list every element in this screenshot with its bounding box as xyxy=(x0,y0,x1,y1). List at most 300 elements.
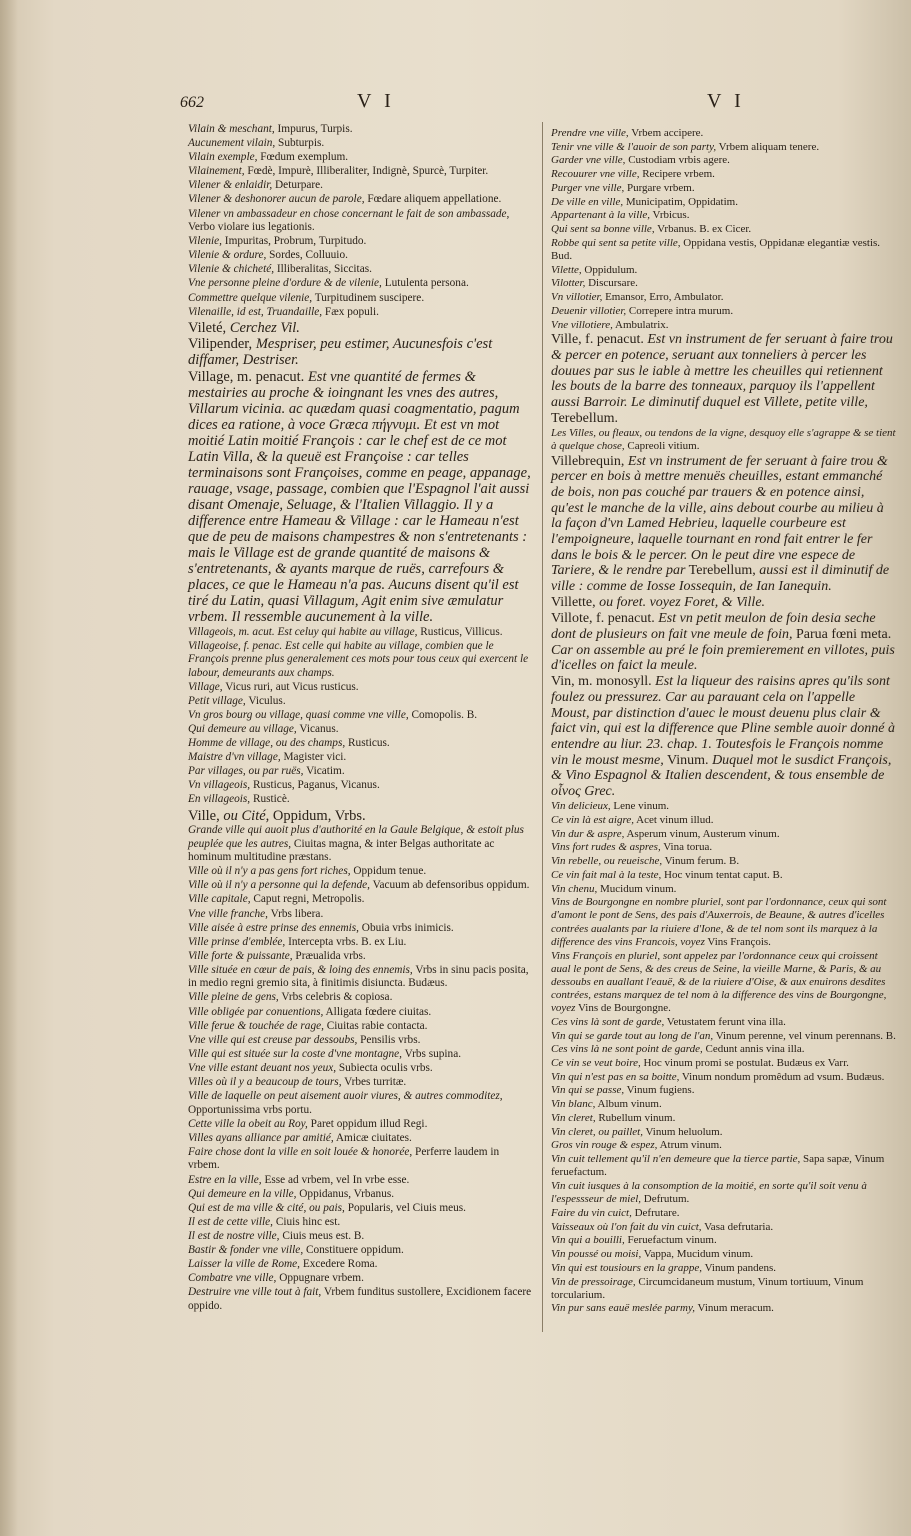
entry-french-text: Vilener vn ambassadeur en chose concernant le fait de son ambassade, xyxy=(188,207,510,220)
binding-gutter xyxy=(0,0,18,1536)
entry-latin-text: Vinum. xyxy=(663,752,713,768)
entry-french-text: Vilette, xyxy=(551,263,582,276)
dictionary-entry xyxy=(188,1230,533,1244)
dictionary-entry xyxy=(188,263,533,277)
entry-french-text: Vilenaille, id est, Truandaille, xyxy=(188,305,323,318)
dictionary-entry xyxy=(188,179,533,193)
dictionary-entry xyxy=(551,1276,896,1302)
entry-latin-text: Rusticus, Villicus. xyxy=(417,625,503,638)
entry-latin-text: Circumcidaneum mustum, Vinum tortiuum, Vinum torcularium. xyxy=(551,1275,864,1301)
dictionary-entry xyxy=(188,964,533,991)
entry-french-text: Car on assemble au pré le foin premierement en villotes, puis d'icelles on faict la meule. xyxy=(551,642,895,674)
dictionary-entry xyxy=(551,869,896,882)
dictionary-entry xyxy=(188,681,533,695)
entry-latin-text: Vappa, Mucidum vinum. xyxy=(641,1248,754,1261)
entry-french-text: Qui demeure au village, xyxy=(188,722,297,735)
entry-french-text: Commettre quelque vilenie, xyxy=(188,291,313,304)
dictionary-entry xyxy=(551,277,896,290)
page-header xyxy=(0,90,911,120)
entry-latin-text: Municipatim, Oppidatim. xyxy=(623,195,738,208)
entry-latin-text: Vrbem aliquam tenere. xyxy=(716,140,820,153)
entry-french-text: Vins de Bourgongne en nombre pluriel, sont par l'ordonnance, ceux qui sont d'amont le pont de Sens, des pais d'Auxerrois, de Beaune, & autres d'icelles contrées aualants par la riuiere d'Ione, & de tel nom sont ils marquez à la difference des vins Francois, voyez xyxy=(551,896,887,948)
dictionary-entry xyxy=(551,1207,896,1220)
entry-latin-text: Magister vici. xyxy=(280,751,347,764)
entry-french-text: Laisser la ville de Rome, xyxy=(188,1258,301,1271)
dictionary-entry xyxy=(551,611,896,674)
entry-french-text: Cette ville la obeit au Roy, xyxy=(188,1117,308,1130)
entry-french-text: Qui demeure en la ville, xyxy=(188,1187,297,1200)
entry-french-text: Est vn instrument de fer seruant à faire trou & percer en bois à mettre menuës cheuilles, estant emmanché de bois, non pas couché par trauers & en potence ainsi, qu'est le manche de la ville, ains debout courbe au milieu à la façon d'vn Lamed Hebrieu, laquelle courbeure est l'empoigneure, laquelle tournant en rond fait entrer le fer dans le bois & le percer. On le peut dire vne espece de Tariere, & le rendre par xyxy=(551,453,888,579)
entry-latin-text: Mucidum vinum. xyxy=(597,882,677,895)
entry-latin-text: Vin, m. monosyll. xyxy=(551,674,656,690)
entry-latin-text: Subturpis. xyxy=(275,137,325,150)
entry-french-text: Vilain exemple, xyxy=(188,151,258,164)
dictionary-entry xyxy=(551,427,896,453)
entry-french-text: Ce vin là est aigre, xyxy=(551,813,634,826)
entry-french-text: Villes ayans alliance par amitié, xyxy=(188,1131,334,1144)
entry-french-text: Est vn petit meulon de foin desia seche dont de plusieurs on fait vne meule de foin, xyxy=(551,611,876,642)
entry-latin-text: Ville, xyxy=(188,807,224,824)
entry-french-text: Vne ville franche, xyxy=(188,907,268,920)
entry-latin-text: Impurus, Turpis. xyxy=(274,123,353,135)
entry-latin-text: Oppidulum. xyxy=(581,263,638,276)
entry-french-text: Vin blanc, xyxy=(551,1098,596,1111)
entry-latin-text: Recipere vrbem. xyxy=(639,168,715,181)
entry-french-text: Duquel mot le susdict François, & Vino Espagnol & Italien descendent, & tous ensemble de οἶνος Grec. xyxy=(551,752,892,799)
entry-latin-text: Perferre laudem in vrbem. xyxy=(188,1145,500,1172)
entry-latin-text: Vilipender, xyxy=(188,336,256,353)
dictionary-entry xyxy=(188,1132,533,1146)
dictionary-entry xyxy=(188,824,533,865)
entry-french-text: Vilotter, xyxy=(551,277,586,290)
entry-latin-text: Præualida vrbs. xyxy=(292,949,366,962)
dictionary-entry xyxy=(551,209,896,222)
dictionary-entry xyxy=(188,1062,533,1076)
dictionary-entry xyxy=(188,879,533,893)
dictionary-entry xyxy=(188,1272,533,1286)
dictionary-entry xyxy=(551,319,896,332)
entry-latin-text: Vinum nondum promêdum ad vsum. Budæus. xyxy=(679,1070,885,1083)
dictionary-entry xyxy=(551,1030,896,1043)
entry-latin-text: Caput regni, Metropolis. xyxy=(250,893,365,906)
dictionary-entry xyxy=(188,1174,533,1188)
dictionary-entry xyxy=(551,814,896,827)
dictionary-entry xyxy=(188,1244,533,1258)
entry-latin-text: Ciuis hinc est. xyxy=(273,1215,341,1228)
entry-latin-text: Rusticè. xyxy=(250,793,290,806)
entry-french-text: Deuenir villotier, xyxy=(551,304,627,317)
dictionary-entry xyxy=(188,123,533,137)
entry-latin-text: Obuia vrbs inimicis. xyxy=(358,921,454,934)
dictionary-entry xyxy=(551,595,896,611)
entry-french-text: ou Cité, xyxy=(223,807,270,824)
dictionary-entry xyxy=(551,182,896,195)
dictionary-entry xyxy=(551,264,896,277)
entry-latin-text: Impuritas, Probrum, Turpitudo. xyxy=(221,235,367,248)
entry-latin-text: Vinum ferum. B. xyxy=(662,855,740,868)
entry-french-text: Ville forte & puissante, xyxy=(188,949,293,962)
entry-french-text: Vin de pressoirage, xyxy=(551,1275,636,1288)
entry-latin-text: Vasa defrutaria. xyxy=(701,1220,774,1233)
entry-latin-text: Oppidum, Vrbs. xyxy=(269,807,366,824)
entry-french-text: Ville située en cœur de pais, & loing des ennemis, xyxy=(188,963,413,976)
entry-latin-text: Fæx populi. xyxy=(322,305,379,318)
dictionary-entry xyxy=(188,1146,533,1173)
dictionary-entry xyxy=(188,1118,533,1132)
dictionary-entry xyxy=(551,291,896,304)
dictionary-entry xyxy=(188,765,533,779)
entry-latin-text: Emansor, Erro, Ambulator. xyxy=(602,291,724,304)
entry-french-text: Vin rebelle, ou reueische, xyxy=(551,855,663,868)
entry-french-text: Destruire vne ville tout à fait, xyxy=(188,1286,322,1299)
entry-french-text: Vilenie & chicheté, xyxy=(188,263,275,276)
entry-french-text: Vn villageois, xyxy=(188,779,251,792)
dictionary-entry xyxy=(551,1057,896,1070)
entry-french-text: Ville qui est située sur la coste d'vne montagne, xyxy=(188,1047,402,1060)
entry-latin-text: Oppugnare vrbem. xyxy=(276,1272,364,1285)
entry-french-text: Ville ferue & touchée de rage, xyxy=(188,1019,324,1032)
entry-french-text: Tenir vne ville & l'auoir de son party, xyxy=(551,140,717,153)
dictionary-entry xyxy=(551,305,896,318)
dictionary-entry xyxy=(188,137,533,151)
dictionary-entry xyxy=(551,1302,896,1315)
entry-latin-text: Hoc vinum promi se postulat. Budæus ex Varr. xyxy=(640,1057,849,1069)
entry-french-text: Recouurer vne ville, xyxy=(551,168,640,181)
dictionary-entry xyxy=(551,950,896,1016)
dictionary-entry xyxy=(188,640,533,681)
dictionary-entry xyxy=(551,1016,896,1029)
entry-latin-text: Subiecta oculis vrbs. xyxy=(336,1061,433,1074)
entry-french-text: Vne villotiere, xyxy=(551,318,613,331)
entry-latin-text: Atrum vinum. xyxy=(657,1139,722,1152)
dictionary-entry xyxy=(188,793,533,807)
entry-latin-text: Asperum vinum, Austerum vinum. xyxy=(624,827,780,840)
entry-latin-text: Cedunt annis vina illa. xyxy=(702,1043,805,1056)
entry-latin-text: Vinum meracum. xyxy=(695,1302,774,1315)
entry-french-text: ou foret. voyez Foret, & Ville. xyxy=(599,595,766,611)
entry-french-text: Vilener & enlaidir, xyxy=(188,179,273,192)
entry-french-text: Villes où il y a beaucoup de tours, xyxy=(188,1076,342,1089)
entry-latin-text: Rusticus. xyxy=(345,737,390,750)
entry-french-text: Village, xyxy=(188,680,223,693)
entry-french-text: Ces vins là sont de garde, xyxy=(551,1015,665,1028)
entry-latin-text: Feruefactum vinum. xyxy=(624,1234,717,1247)
dictionary-entry xyxy=(188,950,533,964)
entry-latin-text: Vinum fugiens. xyxy=(624,1084,695,1097)
dictionary-entry xyxy=(188,1202,533,1216)
entry-latin-text: Vrbanus. B. ex Cicer. xyxy=(654,223,752,236)
dictionary-entry xyxy=(188,292,533,306)
entry-french-text: Vin cleret, xyxy=(551,1111,596,1124)
entry-latin-text: Vicanus. xyxy=(296,722,339,735)
entry-french-text: Ville où il n'y a personne qui la defende, xyxy=(188,879,370,892)
dictionary-entry xyxy=(551,196,896,209)
entry-french-text: Vilain & meschant, xyxy=(188,123,275,135)
entry-latin-text: Ville, f. penacut. xyxy=(551,332,648,348)
entry-french-text: Vin delicieux, xyxy=(551,800,611,813)
dictionary-entry xyxy=(188,865,533,879)
entry-latin-text: Vrbem funditus sustollere, Excidionem facere oppido. xyxy=(188,1286,532,1312)
entry-french-text: Ville pleine de gens, xyxy=(188,991,279,1004)
entry-french-text: Vin pur sans eauë meslée parmy, xyxy=(551,1302,695,1315)
dictionary-entry xyxy=(188,695,533,709)
entry-french-text: Gros vin rouge & espez, xyxy=(551,1139,658,1152)
entry-latin-text: Pensilis vrbs. xyxy=(357,1033,421,1046)
entry-french-text: Aucunement vilain, xyxy=(188,137,276,150)
entry-latin-text: Vina torua. xyxy=(660,841,713,854)
entry-french-text: Est la liqueur des raisins apres qu'ils sont foulez ou pressurez. Car au parauant cela on l'appelle Moust, par distinction d'auec le moust deuenu plus clair & faict vin, qui est la difference que Pline semble auoir donné à entendre au liur. 23. chap. 1. Toutesfois le François nomme vin le moust mesme, xyxy=(551,674,895,768)
dictionary-entry xyxy=(551,223,896,236)
entry-french-text: Par villages, ou par ruës, xyxy=(188,765,304,778)
entry-latin-text: Vileté, xyxy=(188,319,230,336)
entry-french-text: Ville prinse d'emblée, xyxy=(188,935,286,948)
dictionary-entry xyxy=(551,454,896,595)
entry-latin-text: Vetustatem ferunt vina illa. xyxy=(664,1015,786,1028)
entry-french-text: Il est de cette ville, xyxy=(188,1215,273,1228)
dictionary-entry xyxy=(551,841,896,854)
entry-french-text: Ville où il n'y a pas gens fort riches, xyxy=(188,865,351,878)
entry-latin-text: Illiberalitas, Siccitas. xyxy=(274,263,372,276)
dictionary-entry xyxy=(551,674,896,799)
entry-french-text: Les Villes, ou fleaux, ou tendons de la vigne, desquoy elle s'agrappe & se tient à quelque chose, xyxy=(551,426,896,452)
dictionary-entry xyxy=(188,193,533,207)
entry-latin-text: Fœdè, Impurè, Illiberaliter, Indignè, Spurcè, Turpiter. xyxy=(244,165,489,178)
dictionary-entry xyxy=(551,896,896,949)
entry-french-text: Faire chose dont la ville en soit louée & honorée, xyxy=(188,1145,413,1158)
entry-french-text: Vilenie, xyxy=(188,235,222,248)
dictionary-entry xyxy=(188,1020,533,1034)
entry-latin-text: Vicus ruri, aut Vicus rusticus. xyxy=(222,680,359,693)
entry-latin-text: Turpitudinem suscipere. xyxy=(312,291,425,304)
dictionary-entry xyxy=(551,1248,896,1261)
dictionary-entry xyxy=(188,709,533,723)
entry-latin-text: Deturpare. xyxy=(272,179,324,192)
entry-french-text: Ville aisée à estre prinse des ennemis, xyxy=(188,921,359,934)
entry-latin-text: Ciuitas magna, & inter Belgas authoritate ac hominum multitudine præstans. xyxy=(188,837,495,864)
entry-french-text: Vin chenu, xyxy=(551,882,598,895)
dictionary-entry xyxy=(551,1043,896,1056)
dictionary-entry xyxy=(551,1139,896,1152)
entry-french-text: De ville en ville, xyxy=(551,195,624,208)
dictionary-entry xyxy=(188,1048,533,1062)
entry-french-text: Est vne quantité de fermes & mestairies au proche & ioingnant les vnes des autres, Villarum vicinia. ac quædam quasi coagmentatio, pagum dices ea ratione, à voce Græca πήγνυμι. Et est vn mot moitié Latin moitié François : car le chef est de ce mot Latin Villa, & la queuë est Françoise : car telles terminaisons sont Françoises, comme en peage, appanage, rauage, vsage, passage, combien que l'Espagnol l'ait aussi disant Omenaje, Seluage, & l'Italien Villaggio. Il y a difference entre Hameau & Village : car le Hameau n'est que de peu de maisons champestres & non s'entretenants : mais le Village est de grande quantité de maisons & s'entretenants, & ayants marque de ruës, carrefours & places, ce que le Hameau n'a pas. Aucuns disent qu'il est tiré du Latin, quasi Villagum, Agit enim sive æmulatur vrbem. Il ressemble aucunement à la ville. xyxy=(188,368,531,625)
dictionary-entry xyxy=(188,1216,533,1230)
entry-french-text: Vilenie & ordure, xyxy=(188,249,267,262)
dictionary-entry xyxy=(551,237,896,263)
entry-latin-text: Ambulatrix. xyxy=(612,318,669,331)
entry-latin-text: Defrutare. xyxy=(631,1206,680,1219)
entry-french-text: Villageois, m. acut. Est celuy qui habite au village, xyxy=(188,625,418,638)
entry-french-text: Vin qui est tousiours en la grappe, xyxy=(551,1261,703,1274)
entry-latin-text: Viculus. xyxy=(245,694,286,707)
entry-latin-text: Paret oppidum illud Regi. xyxy=(307,1117,428,1130)
dictionary-entry xyxy=(188,1258,533,1272)
dictionary-entry xyxy=(188,208,533,235)
entry-latin-text: Vrbem accipere. xyxy=(628,127,704,139)
entry-latin-text: Constituere oppidum. xyxy=(303,1243,404,1256)
entry-french-text: Ville obligée par conuentions, xyxy=(188,1005,324,1018)
entry-french-text: Homme de village, ou des champs, xyxy=(188,737,346,750)
entry-latin-text: Oppidana vestis, Oppidanæ elegantiæ vestis. Bud. xyxy=(551,236,881,263)
dictionary-entry xyxy=(551,828,896,841)
dictionary-entry xyxy=(188,1188,533,1202)
dictionary-entry xyxy=(188,235,533,249)
entry-french-text: Vne personne pleine d'ordure & de vilenie, xyxy=(188,277,382,290)
entry-french-text: Vins François en pluriel, sont appelez par l'ordonnance ceux qui croissent aual le pont de Sens, & des creus de Seine, la vieille Marne, & Paris, & au dessoubs en auallant l'eauë, & de la riuiere d'Oise, & aux enuirons desdites contrées, estans marquez de tel nom à la difference des vins de Bourgongne, voyez xyxy=(551,949,887,1015)
entry-latin-text: Excedere Roma. xyxy=(300,1258,378,1271)
entry-latin-text: Villebrequin, xyxy=(551,453,628,469)
entry-latin-text: Correpere intra murum. xyxy=(626,304,734,317)
entry-latin-text: Ciuitas rabie contacta. xyxy=(323,1019,428,1032)
entry-french-text: Vin cuit iusques à la consomption de la moitié, en sorte qu'il soit venu à l'espessseur de miel, xyxy=(551,1180,867,1206)
left-running-head: V I xyxy=(357,90,395,112)
dictionary-entry xyxy=(188,922,533,936)
entry-latin-text: Vrbes turritæ. xyxy=(341,1076,407,1089)
entry-latin-text: Villette, xyxy=(551,595,600,611)
entry-latin-text: Album vinum. xyxy=(595,1098,662,1111)
dictionary-entry xyxy=(551,154,896,167)
entry-french-text: Combatre vne ville, xyxy=(188,1272,277,1285)
entry-latin-text: Terebellum, xyxy=(685,563,760,579)
entry-french-text: Purger vne ville, xyxy=(551,181,625,194)
entry-french-text: Vin qui se garde tout au long de l'an, xyxy=(551,1029,714,1042)
entry-latin-text: Esse ad vrbem, vel In vrbe esse. xyxy=(261,1173,410,1186)
entry-latin-text: Sordes, Colluuio. xyxy=(266,249,348,262)
entry-french-text: Petit village, xyxy=(188,694,246,707)
entry-latin-text: Capreoli vitium. xyxy=(624,440,700,452)
entry-latin-text: Oppidanus, Vrbanus. xyxy=(296,1187,395,1200)
entry-french-text: Bastir & fonder vne ville, xyxy=(188,1243,304,1256)
entry-french-text: Qui sent sa bonne ville, xyxy=(551,223,655,236)
dictionary-entry xyxy=(188,320,533,336)
entry-french-text: Grande ville qui auoit plus d'authorité en la Gaule Belgique, & estoit plus peuplée que les autres, xyxy=(188,824,524,850)
entry-latin-text: Vrbicus. xyxy=(649,209,690,222)
dictionary-entry xyxy=(551,1221,896,1234)
dictionary-entry xyxy=(551,855,896,868)
dictionary-entry xyxy=(188,249,533,263)
entry-french-text: Est vn instrument de fer seruant à faire trou & percer en potence, seruant aux tonneliers à percer les douues par sus le iable à mettre les cheuilles qui retiennent les bouts de la barre des tonneaux, parquoy ils l'appellent aussi Barroir. Le diminutif duquel est Villete, petite ville, xyxy=(551,332,893,410)
dictionary-entry xyxy=(551,1262,896,1275)
entry-latin-text: Intercepta vrbs. B. ex Liu. xyxy=(285,935,407,948)
entry-french-text: Faire du vin cuict, xyxy=(551,1206,632,1219)
entry-french-text: Vn gros bourg ou village, quasi comme vne ville, xyxy=(188,708,409,721)
entry-french-text: Cerchez Vil. xyxy=(229,319,300,336)
dictionary-entry xyxy=(551,168,896,181)
right-column xyxy=(551,127,896,1316)
entry-latin-text: Vins François. xyxy=(704,935,771,948)
dictionary-entry xyxy=(188,751,533,765)
dictionary-entry xyxy=(551,127,896,140)
entry-latin-text: Vinum pandens. xyxy=(702,1261,777,1274)
entry-french-text: Qui est de ma ville & cité, ou pais, xyxy=(188,1201,345,1214)
dictionary-entry xyxy=(188,151,533,165)
dictionary-entry xyxy=(188,723,533,737)
entry-french-text: Vin qui a bouilli, xyxy=(551,1234,625,1247)
left-column xyxy=(188,123,533,1314)
dictionary-entry xyxy=(551,1180,896,1206)
entry-french-text: Vin dur & aspre, xyxy=(551,827,625,840)
dictionary-entry xyxy=(188,991,533,1005)
entry-french-text: aussi est il diminutif de ville : comme de Iosse Iossequin, de Ian Ianequin. xyxy=(551,563,890,594)
dictionary-entry xyxy=(188,1076,533,1090)
entry-french-text: Vin cleret, ou paillet, xyxy=(551,1125,643,1138)
entry-latin-text: Acet vinum illud. xyxy=(634,813,714,826)
dictionary-entry xyxy=(188,626,533,640)
dictionary-entry xyxy=(551,141,896,154)
entry-french-text: Ce vin se veut boire, xyxy=(551,1057,641,1069)
dictionary-entry xyxy=(551,883,896,896)
entry-latin-text: Vinum heluolum. xyxy=(642,1125,723,1138)
dictionary-entry xyxy=(551,1098,896,1111)
entry-french-text: Ces vins là ne sont point de garde, xyxy=(551,1043,703,1056)
dictionary-entry xyxy=(551,1153,896,1179)
entry-french-text: Vn villotier, xyxy=(551,291,603,304)
entry-latin-text: Rusticus, Paganus, Vicanus. xyxy=(250,779,380,792)
entry-latin-text: Oppidum tenue. xyxy=(350,865,427,878)
entry-latin-text: Alligata fœdere ciuitas. xyxy=(323,1005,432,1018)
dictionary-entry xyxy=(188,1286,533,1313)
dictionary-entry xyxy=(188,369,533,625)
dictionary-entry xyxy=(188,306,533,320)
entry-french-text: Vne ville estant deuant nos yeux, xyxy=(188,1061,337,1074)
page-number: 662 xyxy=(180,94,204,111)
entry-french-text: Mespriser, peu estimer, Aucunesfois c'est diffamer, Destriser. xyxy=(188,336,493,369)
entry-latin-text: Vrbs celebris & copiosa. xyxy=(278,991,393,1004)
entry-french-text: Vin poussé ou moisi, xyxy=(551,1248,642,1261)
entry-french-text: Vilainement, xyxy=(188,165,245,178)
entry-latin-text: Village, m. penacut. xyxy=(188,368,308,385)
entry-french-text: Estre en la ville, xyxy=(188,1173,262,1186)
dictionary-entry xyxy=(188,1006,533,1020)
entry-french-text: Ville capitale, xyxy=(188,893,251,906)
dictionary-entry xyxy=(551,1112,896,1125)
entry-french-text: Vins fort rudes & aspres, xyxy=(551,841,661,854)
dictionary-entry xyxy=(188,336,533,368)
entry-french-text: Vin cuit tellement qu'il n'en demeure que la tierce partie, xyxy=(551,1153,801,1166)
dictionary-entry xyxy=(551,1071,896,1084)
entry-latin-text: Fœdum exemplum. xyxy=(257,151,349,164)
entry-french-text: Vin qui se passe, xyxy=(551,1084,625,1097)
entry-latin-text: Vins de Bourgongne. xyxy=(575,1002,671,1015)
entry-latin-text: Lene vinum. xyxy=(610,800,670,813)
entry-french-text: Robbe qui sent sa petite ville, xyxy=(551,236,681,249)
right-running-head: V I xyxy=(707,90,745,112)
entry-latin-text: Vicatim. xyxy=(303,765,345,778)
dictionary-entry xyxy=(188,936,533,950)
entry-french-text: En villageois, xyxy=(188,793,251,806)
dictionary-entry xyxy=(551,1126,896,1139)
entry-french-text: Garder vne ville, xyxy=(551,154,626,167)
entry-latin-text: Vrbs libera. xyxy=(268,907,324,920)
dictionary-entry xyxy=(188,808,533,824)
entry-french-text: Prendre vne ville, xyxy=(551,127,629,139)
dictionary-entry xyxy=(188,737,533,751)
dictionary-entry xyxy=(188,1090,533,1117)
entry-latin-text: Amicæ ciuitates. xyxy=(333,1131,412,1144)
entry-latin-text: Villote, f. penacut. xyxy=(551,611,659,627)
entry-latin-text: Sapa sapæ, Vinum feruefactum. xyxy=(551,1153,885,1179)
column-divider xyxy=(542,122,543,1332)
entry-french-text: Vilener & deshonorer aucun de parole, xyxy=(188,193,365,206)
entry-latin-text: Rubellum vinum. xyxy=(595,1111,676,1124)
entry-latin-text: Parua fœni meta. xyxy=(792,626,892,642)
entry-latin-text: Popularis, vel Ciuis meus. xyxy=(344,1201,467,1214)
entry-latin-text: Ciuis meus est. B. xyxy=(279,1229,365,1242)
dictionary-entry xyxy=(188,1034,533,1048)
entry-latin-text: Lutulenta persona. xyxy=(381,277,469,290)
entry-latin-text: Custodiam vrbis agere. xyxy=(625,154,730,167)
entry-french-text: Vne ville qui est creuse par dessoubs, xyxy=(188,1033,358,1046)
